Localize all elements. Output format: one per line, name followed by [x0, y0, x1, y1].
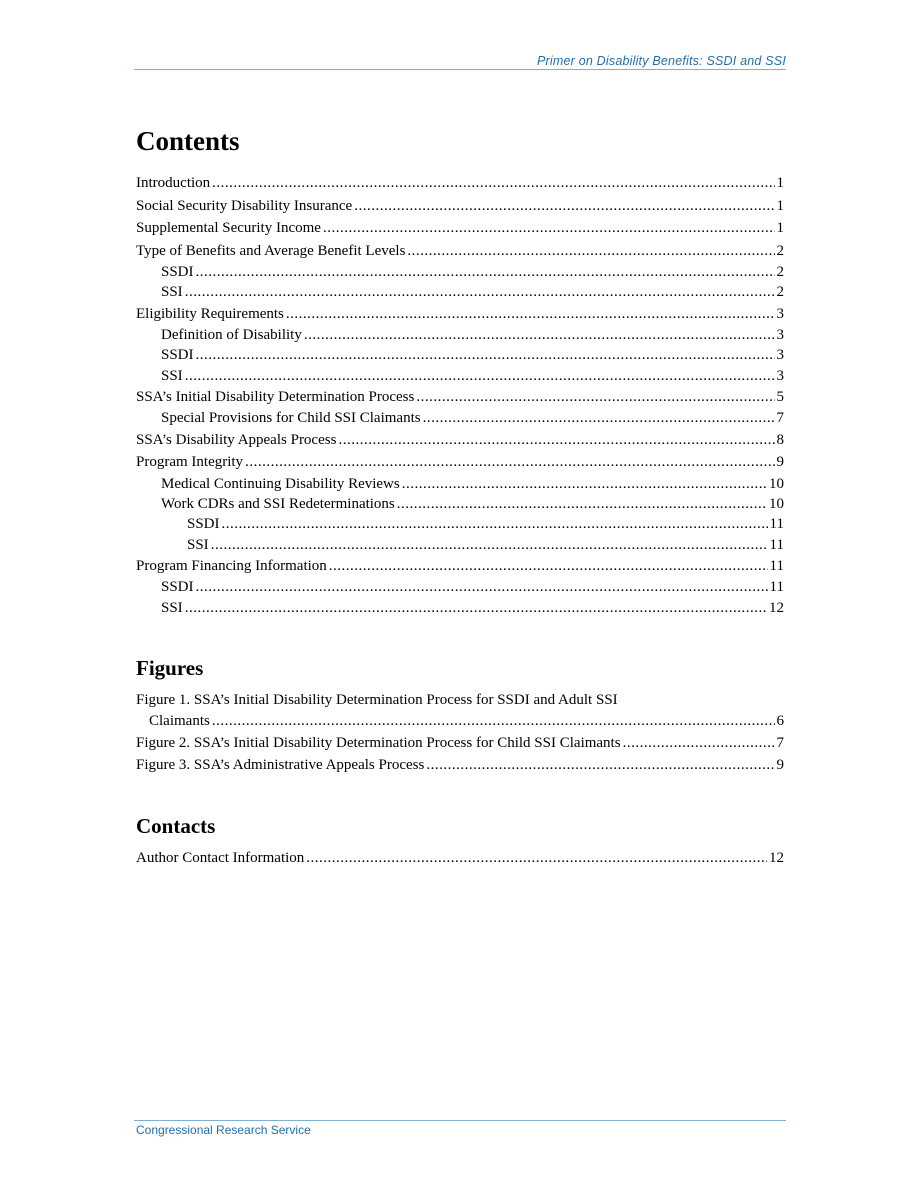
figure-entry-title-continued: Claimants [149, 712, 210, 729]
toc-entry[interactable] [136, 577, 784, 597]
toc-entry-page: 11 [769, 557, 784, 574]
toc-entry-title: Introduction [136, 175, 211, 191]
toc-entry-title: SSA’s Disability Appeals Process [136, 431, 337, 448]
toc-entry[interactable] [136, 514, 784, 534]
toc-entry-page: 10 [769, 475, 784, 492]
toc-entry-title: Type of Benefits and Average Benefit Levels [136, 242, 406, 259]
toc-entry-title: SSI [161, 284, 183, 301]
figure-entry-page: 7 [776, 734, 784, 751]
running-header: Primer on Disability Benefits: SSDI and SSI [537, 54, 786, 68]
figure-entry-title: Figure 3. SSA’s Administrative Appeals Process [136, 756, 425, 773]
contacts-heading: Contacts [136, 814, 216, 838]
toc-entry-title: SSI [161, 599, 183, 616]
footer-publisher: Congressional Research Service [136, 1123, 311, 1137]
toc-entry-title: Program Integrity [136, 454, 244, 471]
toc-entry[interactable] [136, 172, 784, 195]
toc-entry-page: 1 [776, 175, 784, 191]
toc-entry-title: SSDI [161, 579, 194, 596]
toc-entry-page: 7 [776, 410, 784, 427]
toc-entry-page: 3 [776, 347, 784, 364]
toc-entry[interactable] [136, 195, 784, 218]
toc-entry[interactable] [136, 386, 784, 409]
toc-entry-page: 11 [769, 516, 784, 533]
toc-entry[interactable] [136, 535, 784, 555]
toc-entry-page: 3 [776, 327, 784, 344]
figure-entry[interactable] [136, 733, 784, 754]
toc-entry[interactable] [136, 598, 784, 618]
toc-entry-title: Work CDRs and SSI Redeterminations [161, 496, 395, 513]
toc-entry-page: 1 [776, 197, 784, 214]
toc-entry[interactable] [136, 345, 784, 365]
header-rule [134, 69, 786, 70]
toc-entry-title: Eligibility Requirements [136, 305, 284, 322]
toc-entry[interactable] [136, 325, 784, 345]
toc-entry-page: 2 [776, 242, 784, 259]
toc-entry-title: SSDI [187, 516, 220, 533]
toc-entry-title: Social Security Disability Insurance [136, 197, 353, 214]
toc-entry-page: 9 [776, 454, 784, 471]
figure-entry-page: 9 [776, 756, 784, 773]
figure-entry[interactable] [136, 755, 784, 776]
toc-entry[interactable] [136, 282, 784, 302]
figure-entry-page: 6 [776, 712, 784, 729]
figure-entry-title: Figure 2. SSA’s Initial Disability Determination Process for Child SSI Claimants [136, 734, 621, 751]
toc-entry-page: 3 [776, 305, 784, 322]
toc-entry-page: 11 [769, 579, 784, 596]
toc-entry-page: 12 [769, 599, 784, 616]
toc-entry[interactable] [136, 451, 784, 474]
toc-entry[interactable] [136, 408, 784, 428]
toc-entry-title: SSDI [161, 264, 194, 280]
contacts-list [136, 847, 784, 870]
toc-entry[interactable] [136, 217, 784, 240]
footer-rule [134, 1120, 786, 1121]
toc-entry-page: 2 [776, 264, 784, 280]
toc-entry[interactable] [136, 494, 784, 514]
figures-heading: Figures [136, 656, 204, 680]
toc-entry-title: Medical Continuing Disability Reviews [161, 475, 400, 492]
contact-entry-title: Author Contact Information [136, 850, 305, 866]
toc-entry-page: 10 [769, 496, 784, 513]
toc-entry-title: Definition of Disability [161, 327, 302, 344]
contents-list [136, 172, 784, 618]
toc-entry-page: 8 [776, 431, 784, 448]
toc-entry-title: SSA’s Initial Disability Determination Process [136, 388, 415, 405]
toc-entry[interactable] [136, 366, 784, 386]
toc-entry[interactable] [136, 474, 784, 494]
figure-entry[interactable] [136, 690, 784, 731]
contact-entry[interactable] [136, 847, 784, 870]
toc-entry-page: 1 [776, 220, 784, 236]
toc-entry[interactable] [136, 555, 784, 578]
toc-entry-title: Special Provisions for Child SSI Claimants [161, 410, 421, 427]
toc-entry[interactable] [136, 240, 784, 263]
toc-entry-page: 3 [776, 367, 784, 384]
figures-list [136, 690, 784, 777]
toc-entry[interactable] [136, 429, 784, 452]
toc-entry-page: 2 [776, 284, 784, 301]
toc-entry-page: 5 [776, 388, 784, 405]
contents-heading: Contents [136, 126, 240, 156]
toc-entry-title: SSDI [161, 347, 194, 364]
toc-entry-title: SSI [187, 536, 209, 553]
contact-entry-page: 12 [769, 850, 784, 866]
toc-entry-title: Program Financing Information [136, 557, 327, 574]
toc-entry-title: Supplemental Security Income [136, 220, 321, 236]
toc-entry-page: 11 [769, 536, 784, 553]
toc-entry[interactable] [136, 303, 784, 326]
figure-entry-title: Figure 1. SSA’s Initial Disability Determination Process for SSDI and Adult SSI [136, 692, 618, 708]
toc-entry-title: SSI [161, 367, 183, 384]
toc-entry[interactable] [136, 262, 784, 282]
